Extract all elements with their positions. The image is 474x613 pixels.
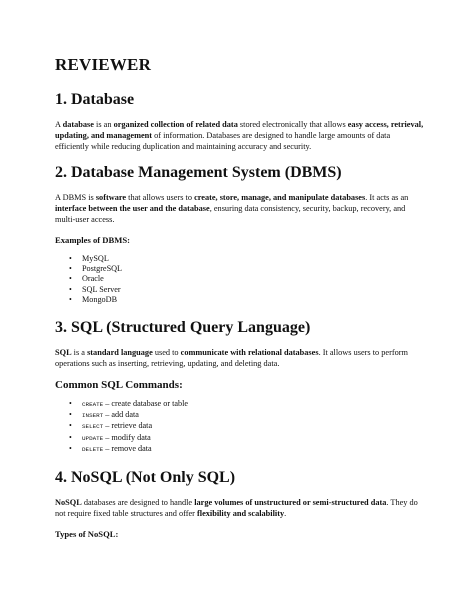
dbms-examples-list <box>55 254 425 305</box>
document-body <box>55 55 425 548</box>
list-item: • CREATE – create database or table <box>69 399 189 409</box>
bullet-icon: • <box>69 254 72 263</box>
sql-commands-list <box>55 399 425 455</box>
subheading-commands: Common SQL Commands: <box>55 379 183 392</box>
subheading-examples: Examples of DBMS: <box>55 235 130 245</box>
list-item: • SELECT – retrieve data <box>69 421 153 431</box>
paragraph: A database is an organized collection of related data stored electronically that allows easy access, retrieval, updating, and management of information. Databases are designed to handle large amounts of data efficiently while reducing duplication and maintaining accuracy and security. <box>55 120 424 151</box>
bullet-icon: • <box>69 264 72 274</box>
bullet-icon: • <box>69 443 72 453</box>
bullet-icon: • <box>69 284 72 294</box>
paragraph: A DBMS is software that allows users to create, store, manage, and manipulate databases. It acts as an interface between the user and the database, ensuring data consistency, security, backup, recovery, and multi-user access. <box>55 193 409 224</box>
section-heading: 3. SQL (Structured Query Language) <box>55 319 311 337</box>
document-title: REVIEWER <box>55 55 152 74</box>
list-item: • Oracle <box>69 274 104 284</box>
list-item: • SQL Server <box>69 284 121 294</box>
list-item: • MongoDB <box>69 294 118 304</box>
command-code: DELETE <box>82 445 104 453</box>
section-database <box>55 91 425 152</box>
section-heading: 1. Database <box>55 91 135 108</box>
subheading-types: Types of NoSQL: <box>55 529 119 540</box>
command-code: CREATE <box>82 401 104 409</box>
command-code: SELECT <box>82 423 104 431</box>
bullet-icon: • <box>69 399 72 409</box>
list-item: • UPDATE – modify data <box>69 432 151 442</box>
bullet-icon: • <box>69 410 72 420</box>
section-sql <box>55 319 425 455</box>
bullet-icon: • <box>69 294 72 304</box>
section-heading: 2. Database Management System (DBMS) <box>55 164 342 181</box>
list-item: • MySQL <box>69 254 109 263</box>
paragraph: SQL is a standard language used to communicate with relational databases. It allows users to perform operations such as inserting, retrieving, updating, and deleting data. <box>55 348 408 369</box>
list-item: • INSERT – add data <box>69 410 139 420</box>
bullet-icon: • <box>69 432 72 442</box>
section-heading: 4. NoSQL (Not Only SQL) <box>55 469 236 487</box>
command-code: UPDATE <box>82 434 104 442</box>
list-item: • DELETE – remove data <box>69 443 152 453</box>
section-dbms <box>55 164 425 305</box>
list-item: • PostgreSQL <box>69 264 123 274</box>
paragraph: NoSQL databases are designed to handle large volumes of unstructured or semi-structured data. They do not require fixed table structures and offer flexibility and scalability. <box>55 498 418 519</box>
bullet-icon: • <box>69 421 72 431</box>
command-code: INSERT <box>82 412 104 420</box>
bullet-icon: • <box>69 274 72 284</box>
section-nosql <box>55 469 425 539</box>
